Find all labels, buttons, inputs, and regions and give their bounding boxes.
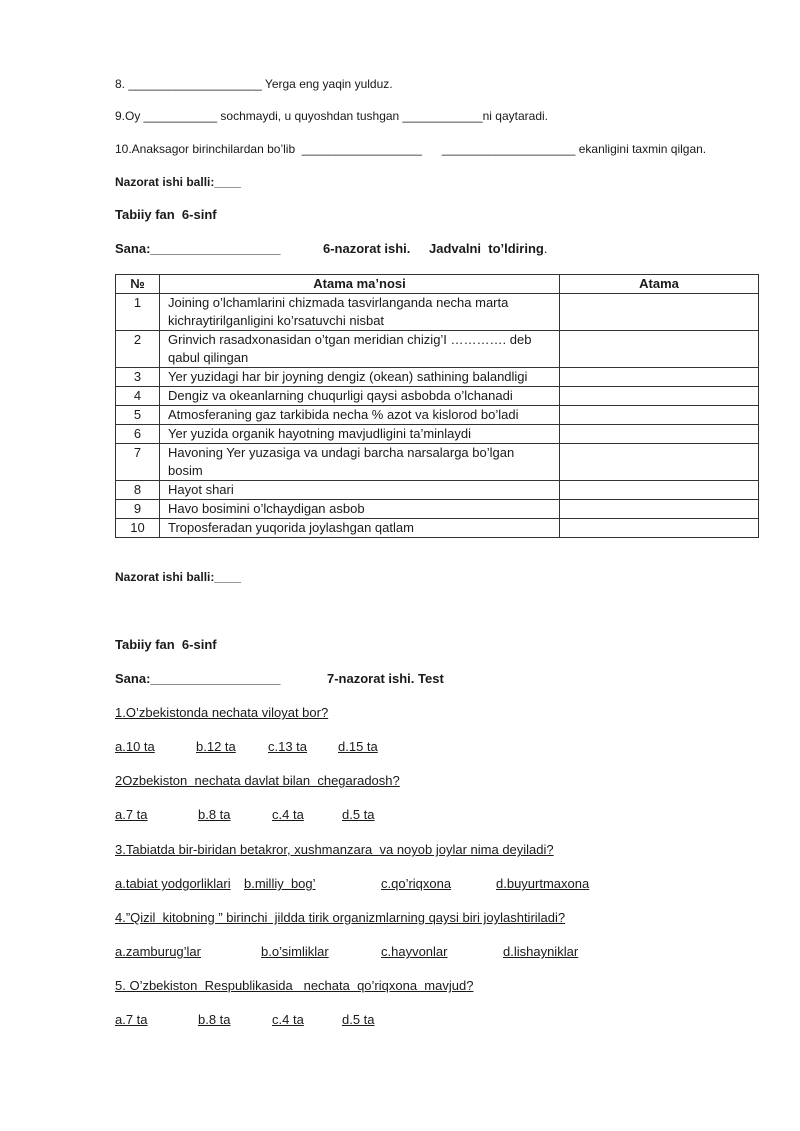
row-term-cell[interactable] [560, 444, 759, 481]
section6-title: 6-nazorat ishi. [323, 241, 411, 256]
answer-option[interactable]: a.tabiat yodgorliklari [115, 876, 231, 891]
row-term-cell[interactable] [560, 294, 759, 331]
section6-date-label: Sana:__________________ [115, 241, 281, 256]
row-meaning: Dengiz va okeanlarning chuqurligi qaysi asbobda o’lchanadi [160, 387, 560, 406]
row-meaning: Hayot shari [160, 481, 560, 500]
header-number: № [116, 275, 160, 294]
row-number: 7 [116, 444, 160, 481]
table-row [116, 500, 759, 519]
header-meaning: Atama ma’nosi [160, 275, 560, 294]
answer-option[interactable]: b.o’simliklar [261, 944, 329, 959]
table-row [116, 387, 759, 406]
section6-score-label: Nazorat ishi balli:____ [115, 570, 242, 584]
answer-option[interactable]: d.5 ta [342, 807, 375, 822]
section7-date-label: Sana:__________________ [115, 671, 281, 686]
row-number: 3 [116, 368, 160, 387]
answer-option[interactable]: a.7 ta [115, 807, 148, 822]
row-number: 5 [116, 406, 160, 425]
instruction-text: Jadvalni to’ldiring [429, 241, 544, 256]
row-number: 10 [116, 519, 160, 538]
section6-subject: Tabiiy fan 6-sinf [115, 207, 217, 222]
row-meaning: Troposferadan yuqorida joylashgan qatlam [160, 519, 560, 538]
test-question: 3.Tabiatda bir-biridan betakror, xushmanzara va noyob joylar nima deyiladi? [115, 842, 554, 857]
answer-option[interactable]: b.8 ta [198, 807, 231, 822]
answer-option[interactable]: c.qo’riqxona [381, 876, 452, 891]
test-question: 2Ozbekiston nechata davlat bilan chegaradosh? [115, 773, 400, 788]
section7-subject: Tabiiy fan 6-sinf [115, 637, 217, 652]
row-meaning: Havo bosimini o’lchaydigan asbob [160, 500, 560, 519]
table-row [116, 481, 759, 500]
section7-title: 7-nazorat ishi. Test [327, 671, 444, 686]
answer-option[interactable]: d.5 ta [342, 1012, 375, 1027]
row-term-cell[interactable] [560, 481, 759, 500]
answer-option[interactable]: b.12 ta [196, 739, 236, 754]
table-row [116, 294, 759, 331]
answer-option[interactable]: d.lishayniklar [503, 944, 579, 959]
answer-option[interactable]: a.zamburug’lar [115, 944, 201, 959]
answer-option[interactable]: c.13 ta [268, 739, 308, 754]
row-number: 2 [116, 331, 160, 368]
row-meaning: Yer yuzida organik hayotning mavjudligini ta’minlaydi [160, 425, 560, 444]
answer-option[interactable]: b.milliy bog’ [244, 876, 316, 891]
table-row [116, 425, 759, 444]
table-header-row [116, 275, 759, 294]
row-term-cell[interactable] [560, 331, 759, 368]
answer-option[interactable]: b.8 ta [198, 1012, 231, 1027]
row-number: 4 [116, 387, 160, 406]
table-row [116, 444, 759, 481]
answer-option[interactable]: d.buyurtmaxona [496, 876, 590, 891]
answer-option[interactable]: a.7 ta [115, 1012, 148, 1027]
row-term-cell[interactable] [560, 519, 759, 538]
row-term-cell[interactable] [560, 368, 759, 387]
table-row [116, 368, 759, 387]
answer-option[interactable]: c.4 ta [272, 807, 304, 822]
test-question: 4.”Qizil kitobning ” birinchi jildda tirik organizmlarning qaysi biri joylashtiriladi? [115, 910, 566, 925]
table-row [116, 519, 759, 538]
row-meaning: Havoning Yer yuzasiga va undagi barcha narsalarga bo’lgan bosim [160, 444, 560, 481]
row-term-cell[interactable] [560, 387, 759, 406]
row-number: 1 [116, 294, 160, 331]
score-label: Nazorat ishi balli:____ [115, 175, 242, 189]
terms-table [115, 274, 759, 538]
test-question: 5. O’zbekiston Respublikasida nechata qo’riqxona mavjud? [115, 978, 474, 993]
row-number: 6 [116, 425, 160, 444]
question-9: 9.Oy ___________ sochmaydi, u quyoshdan tushgan ____________ni qaytaradi. [115, 109, 549, 123]
row-term-cell[interactable] [560, 406, 759, 425]
row-meaning: Joining o’lchamlarini chizmada tasvirlanganda necha marta kichraytirilganligini ko’rsatuvchi nisbat [160, 294, 560, 331]
row-meaning: Yer yuzidagi har bir joyning dengiz (okean) sathining balandligi [160, 368, 560, 387]
table-row [116, 331, 759, 368]
answer-option[interactable]: c.hayvonlar [381, 944, 448, 959]
header-term: Atama [560, 275, 759, 294]
answer-option[interactable]: d.15 ta [338, 739, 378, 754]
row-number: 8 [116, 481, 160, 500]
row-meaning: Grinvich rasadxonasidan o’tgan meridian chizig’I …………. deb qabul qilingan [160, 331, 560, 368]
test-question: 1.O’zbekistonda nechata viloyat bor? [115, 705, 329, 720]
row-number: 9 [116, 500, 160, 519]
row-term-cell[interactable] [560, 425, 759, 444]
question-10: 10.Anaksagor birinchilardan bo’lib __________________ ____________________ ekanligini taxmin qilgan. [115, 142, 707, 156]
table-row [116, 406, 759, 425]
question-8: 8. ____________________ Yerga eng yaqin yulduz. [115, 77, 393, 91]
section6-instruction [429, 241, 547, 256]
row-term-cell[interactable] [560, 500, 759, 519]
row-meaning: Atmosferaning gaz tarkibida necha % azot va kislorod bo’ladi [160, 406, 560, 425]
answer-option[interactable]: a.10 ta [115, 739, 155, 754]
answer-option[interactable]: c.4 ta [272, 1012, 304, 1027]
instruction-end: . [543, 241, 548, 256]
